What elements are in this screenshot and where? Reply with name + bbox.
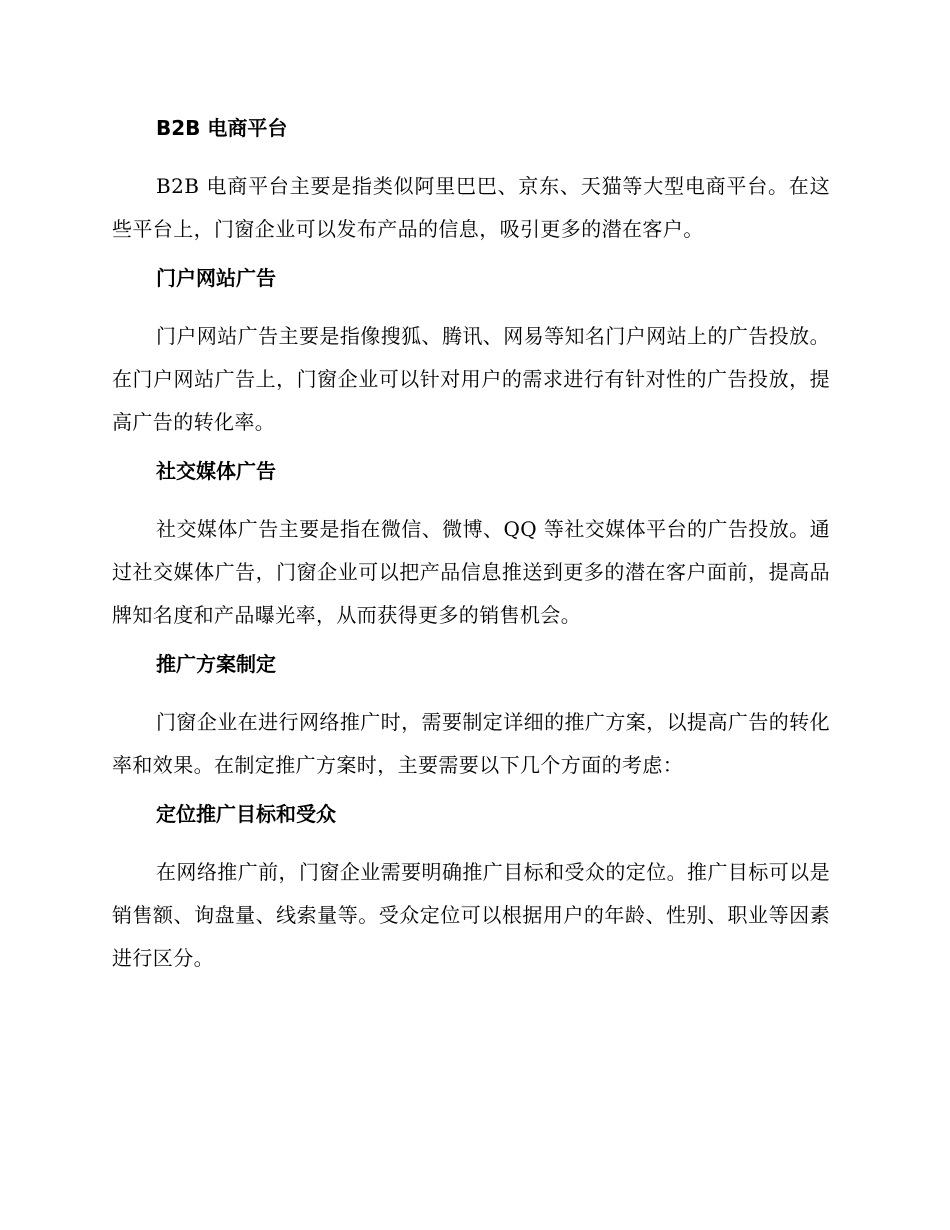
section-paragraph-target: 在网络推广前，门窗企业需要明确推广目标和受众的定位。推广目标可以是销售额、询盘量、线索量等。受众定位可以根据用户的年龄、性别、职业等因素进行区分。 bbox=[112, 860, 830, 970]
section-paragraph-b2b: B2B 电商平台主要是指类似阿里巴巴、京东、天猫等大型电商平台。在这些平台上，门窗企业可以发布产品的信息，吸引更多的潜在客户。 bbox=[112, 174, 830, 241]
section-heading-social-ads: 社交媒体广告 bbox=[156, 459, 276, 483]
section-paragraph-social-ads: 社交媒体广告主要是指在微信、微博、QQ 等社交媒体平台的广告投放。通过社交媒体广告，门窗企业可以把产品信息推送到更多的潜在客户面前，提高品牌知名度和产品曝光率，从而获得更多的销售机会。 bbox=[112, 517, 830, 627]
section-paragraph-plan: 门窗企业在进行网络推广时，需要制定详细的推广方案，以提高广告的转化率和效果。在制定推广方案时，主要需要以下几个方面的考虑： bbox=[112, 710, 830, 777]
section-heading-portal-ads: 门户网站广告 bbox=[156, 266, 276, 290]
document-body bbox=[112, 111, 830, 980]
section-heading-plan: 推广方案制定 bbox=[156, 652, 276, 676]
section-paragraph-portal-ads: 门户网站广告主要是指像搜狐、腾讯、网易等知名门户网站上的广告投放。在门户网站广告上，门窗企业可以针对用户的需求进行有针对性的广告投放，提高广告的转化率。 bbox=[112, 324, 830, 434]
section-heading-b2b: B2B 电商平台 bbox=[156, 116, 288, 140]
section-heading-target: 定位推广目标和受众 bbox=[156, 802, 336, 826]
